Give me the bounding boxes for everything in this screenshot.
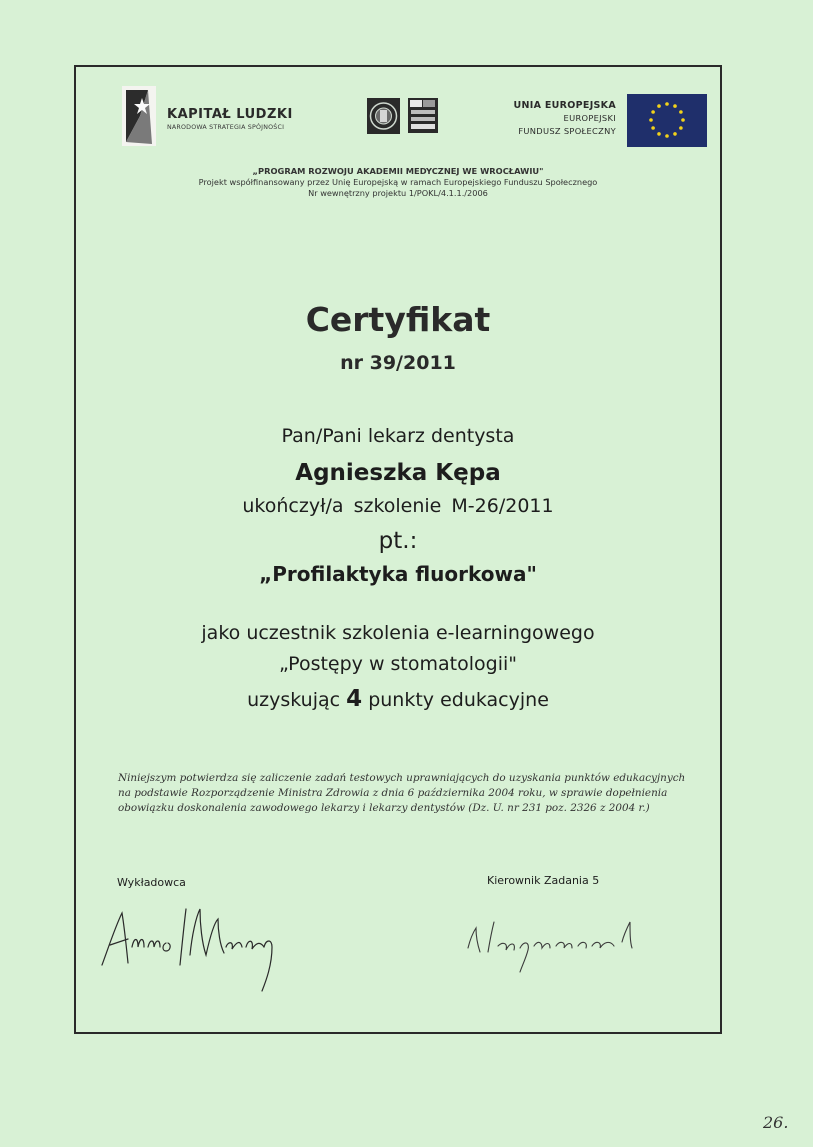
points-line [74, 686, 722, 712]
points-value: 4 [346, 686, 363, 712]
university-seal-icon [367, 98, 400, 134]
program-cofinancing: Projekt współfinansowany przez Unię Europejską w ramach Europejskiego Funduszu Społecznego [198, 177, 598, 187]
training-label: pt.: [378, 528, 418, 554]
lecturer-label: Wykładowca [117, 876, 186, 889]
eu-title: UNIA EUROPEJSKA [513, 100, 616, 111]
certificate-number: nr 39/2011 [340, 352, 456, 374]
page-number-text: 26. [763, 1113, 789, 1132]
recipient-name: Agnieszka Kępa [295, 460, 501, 486]
book-logo-icon [408, 98, 438, 133]
legal-notice: Niniejszym potwierdza się zaliczenie zadań testowych uprawniających do uzyskania punktów edukacyjnych na podstawie Rozporządzenie Ministra Zdrowia z dnia 6 października 2004 roku, w sprawie dopełnienia obowiązku doskonalenia zawodowego lekarzy i lekarzy dentystów (Dz. U. nr 231 poz. 2326 z 2004 r.) [118, 772, 686, 814]
manager-signature [462, 912, 642, 982]
elearning-title: „Postępy w stomatologii" [279, 653, 517, 675]
page-number [763, 1113, 803, 1143]
points-suffix: punkty edukacyjne [362, 689, 549, 711]
kapital-ludzki-title: KAPITAŁ LUDZKI [167, 107, 293, 122]
eu-text-block [486, 99, 616, 138]
training-completed: ukończył/a szkolenie M-26/2011 [242, 495, 554, 517]
manager-label: Kierownik Zadania 5 [487, 874, 600, 887]
lecturer-signature [96, 895, 286, 995]
kapital-ludzki-logo-icon [122, 86, 156, 146]
eu-fund-line1: EUROPEJSKI [563, 113, 616, 123]
kapital-ludzki-subtitle: NARODOWA STRATEGIA SPÓJNOŚCI [167, 124, 285, 131]
course-title: „Profilaktyka fluorkowa" [259, 562, 537, 586]
program-title: „PROGRAM ROZWOJU AKADEMII MEDYCZNEJ WE WROCŁAWIU" [252, 166, 544, 176]
program-project-number: Nr wewnętrzny projektu 1/POKL/4.1.1./2006 [308, 188, 488, 198]
participant-line: jako uczestnik szkolenia e-learningowego [201, 622, 595, 644]
certificate-title: Certyfikat [305, 300, 491, 339]
recipient-prefix: Pan/Pani lekarz dentysta [281, 425, 515, 447]
eu-flag-icon [627, 94, 707, 147]
points-prefix: uzyskując [247, 689, 347, 711]
eu-fund-line2: FUNDUSZ SPOŁECZNY [518, 126, 616, 136]
